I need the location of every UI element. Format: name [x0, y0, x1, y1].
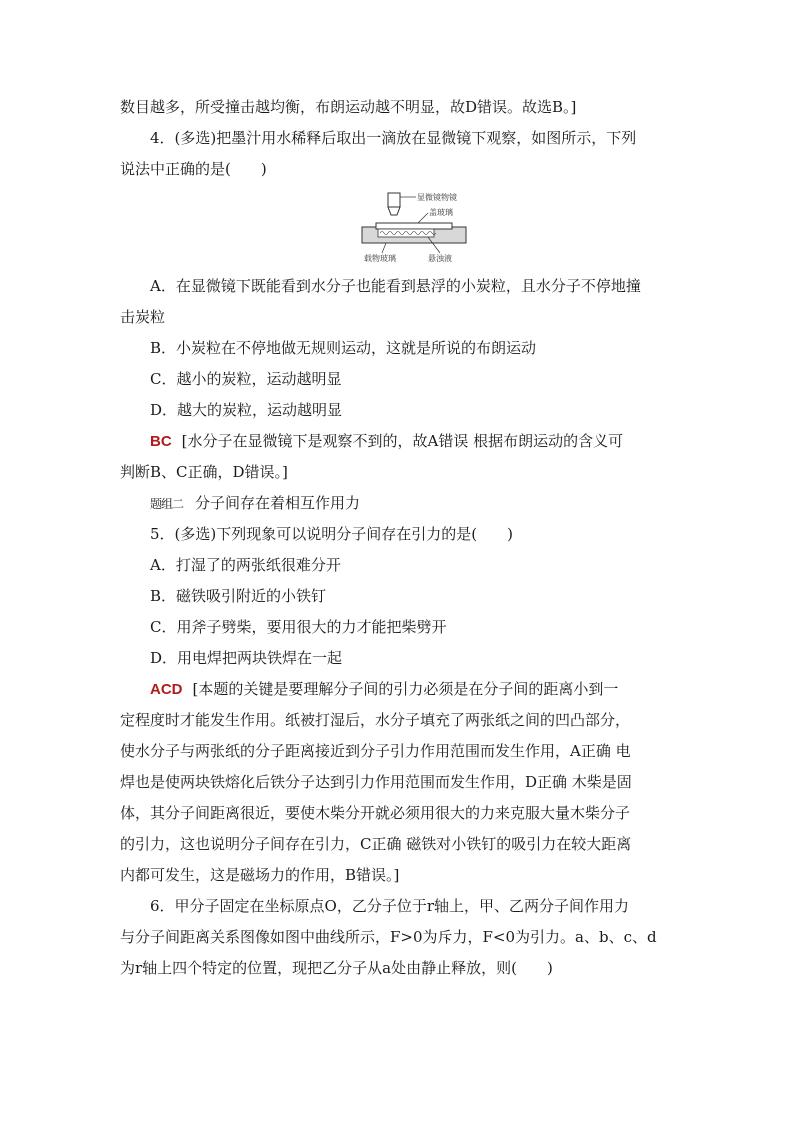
q5-answer-line: [120, 674, 676, 705]
q5-answer: ACD: [150, 681, 183, 698]
group-tag: 题组二: [150, 497, 184, 511]
q4-option-b: B．小炭粒在不停地做无规则运动，这就是所说的布朗运动: [150, 339, 537, 357]
text-line: 数目越多，所受撞击越均衡，布朗运动越不明显，故D错误。故选B。]: [120, 98, 577, 116]
q6-stem-cont: 为r轴上四个特定的位置，现把乙分子从a处由静止释放，则( ): [120, 959, 553, 977]
q4-stem: 4．(多选)把墨汁用水稀释后取出一滴放在显微镜下观察，如图所示，下列: [150, 129, 637, 147]
label-suspension: 悬浊液: [428, 254, 452, 263]
q4-stem-cont: 说法中正确的是( ): [120, 160, 267, 178]
label-cover-glass: 盖玻璃: [429, 208, 453, 217]
q4-explanation: [水分子在显微镜下是观察不到的，故A错误 根据布朗运动的含义可: [181, 432, 624, 450]
q5-stem: 5．(多选)下列现象可以说明分子间存在引力的是( ): [150, 525, 513, 543]
label-slide: 载物玻璃: [364, 254, 396, 263]
section-heading: [120, 488, 676, 519]
q6-stem: 6．甲分子固定在坐标原点O，乙分子位于r轴上，甲、乙两分子间作用力: [150, 897, 630, 915]
group-title: 分子间存在着相互作用力: [195, 494, 361, 512]
q5-explanation-cont: 的引力，这也说明分子间存在引力，C正确 磁铁对小铁钉的吸引力在较大距离: [120, 835, 632, 853]
q4-option-a-cont: 击炭粒: [120, 308, 166, 326]
q5-option-d: D．用电焊把两块铁焊在一起: [150, 649, 343, 667]
q4-answer: BC: [150, 433, 172, 450]
q4-option-d: D．越大的炭粒，运动越明显: [150, 401, 343, 419]
q5-explanation: [本题的关键是要理解分子间的引力必须是在分子间的距离小到一: [192, 680, 619, 698]
microscope-diagram: [356, 187, 486, 269]
microscope-figure: [120, 185, 676, 271]
label-objective: 显微镜物镜: [417, 193, 457, 202]
q4-option-c: C．越小的炭粒，运动越明显: [150, 370, 342, 388]
q5-explanation-cont: 体，其分子间距离很近，要使木柴分开就必须用很大的力来克服大量木柴分子: [120, 804, 631, 822]
q6-stem-cont: 与分子间距离关系图像如图中曲线所示，F>0为斥力，F<0为引力。a、b、c、d: [120, 928, 657, 946]
q5-option-c: C．用斧子劈柴，要用很大的力才能把柴劈开: [150, 618, 447, 636]
q4-explanation-cont: 判断B、C正确，D错误。]: [120, 463, 288, 481]
q5-explanation-cont: 内都可发生，这是磁场力的作用，B错误。]: [120, 866, 400, 884]
q4-answer-line: [120, 426, 676, 457]
q5-explanation-cont: 定程度时才能发生作用。纸被打湿后，水分子填充了两张纸之间的凹凸部分，: [120, 711, 631, 729]
q5-option-a: A．打湿了的两张纸很难分开: [150, 556, 341, 574]
q4-option-a: A．在显微镜下既能看到水分子也能看到悬浮的小炭粒，且水分子不停地撞: [150, 277, 641, 295]
q5-explanation-cont: 焊也是使两块铁熔化后铁分子达到引力作用范围而发生作用，D正确 木柴是固: [120, 773, 632, 791]
q5-option-b: B．磁铁吸引附近的小铁钉: [150, 587, 327, 605]
q5-explanation-cont: 使水分子与两张纸的分子距离接近到分子引力作用范围而发生作用，A正确 电: [120, 742, 631, 760]
document-page: [120, 92, 676, 984]
